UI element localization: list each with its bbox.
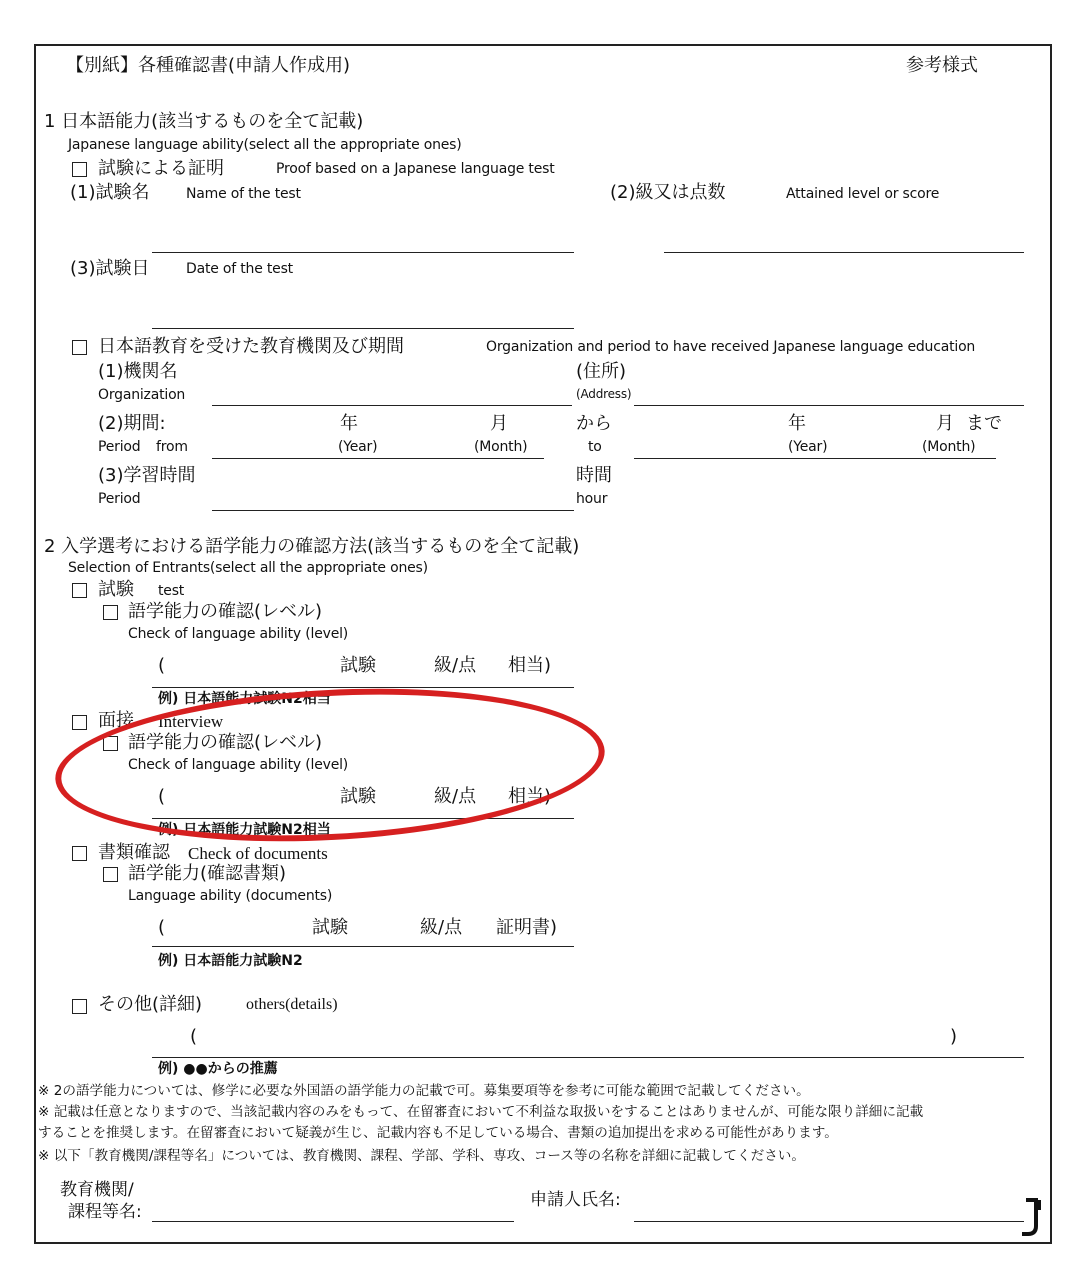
interview-label: 面接: [98, 710, 134, 731]
made-label: まで: [966, 413, 1002, 434]
level-label-en: Attained level or score: [786, 186, 940, 202]
documents-paren-open: (: [158, 917, 166, 938]
section1-heading: 1 日本語能力(該当するものを全て記載): [44, 111, 364, 132]
hour-label-en: hour: [576, 491, 608, 507]
note-1: ※ 2の語学能力については、修学に必要な外国語の語学能力の記載で可。募集要項等を参考に可能な範囲で記載してください。: [38, 1083, 810, 1099]
from-month-label: 月: [490, 413, 508, 434]
documents-kyu: 級/点: [420, 917, 463, 938]
level-label: (2)級又は点数: [610, 182, 726, 203]
example-3: 例) 日本語能力試験N2: [158, 953, 303, 969]
to-month-label: 月: [936, 413, 954, 434]
exam-level-checkbox[interactable]: [103, 605, 118, 620]
address-label-en: (Address): [576, 387, 632, 401]
exam-label-en: test: [158, 583, 185, 599]
to-month-label-en: (Month): [922, 439, 976, 455]
test-name-label-en: Name of the test: [186, 186, 301, 202]
period-label: (2)期間:: [98, 413, 166, 434]
example-4: 例) ●●からの推薦: [158, 1061, 278, 1077]
exam-level-label-en: Check of language ability (level): [128, 626, 349, 642]
example-1: 例) 日本語能力試験N2相当: [158, 691, 331, 707]
interview-soutou: 相当): [508, 786, 552, 807]
interview-label-en: Interview: [158, 712, 224, 731]
education-label-en: Organization and period to have received Japanese language education: [486, 339, 976, 355]
other-paren-open: (: [190, 1026, 198, 1047]
address-label: (住所): [576, 361, 627, 382]
documents-shiken: 試験: [312, 917, 348, 938]
test-name-label: (1)試験名: [70, 182, 150, 203]
from-month-label-en: (Month): [474, 439, 528, 455]
watermark-logo-icon: [1018, 1196, 1042, 1238]
documents-sub-label: 語学能力(確認書類): [128, 863, 287, 884]
documents-field[interactable]: [152, 946, 574, 947]
to-year-label: 年: [788, 413, 806, 434]
section1-heading-en: Japanese language ability(select all the appropriate ones): [68, 137, 462, 153]
interview-shiken: 試験: [340, 786, 376, 807]
study-hours-label-en: Period: [98, 491, 141, 507]
test-date-label: (3)試験日: [70, 258, 150, 279]
section2-heading: 2 入学選考における語学能力の確認方法(該当するものを全て記載): [44, 536, 580, 557]
institution-label-2: 課程等名:: [68, 1202, 142, 1222]
institution-label-1: 教育機関/: [60, 1180, 134, 1200]
test-proof-checkbox[interactable]: [72, 162, 87, 177]
documents-sub-checkbox[interactable]: [103, 867, 118, 882]
note-3: ※ 以下「教育機関/課程等名」については、教育機関、課程、学部、学科、専攻、コース等の名称を詳細に記載してください。: [38, 1148, 805, 1164]
period-from-field[interactable]: [212, 458, 544, 459]
exam-paren-open: (: [158, 655, 166, 676]
from-label: from: [156, 439, 188, 455]
other-field[interactable]: [152, 1057, 1024, 1058]
exam-label: 試験: [98, 579, 134, 600]
level-field[interactable]: [664, 252, 1024, 253]
from-year-label: 年: [340, 413, 358, 434]
exam-checkbox[interactable]: [72, 583, 87, 598]
applicant-name-field[interactable]: [634, 1221, 1024, 1222]
documents-sub-label-en: Language ability (documents): [128, 888, 333, 904]
test-name-field[interactable]: [152, 252, 574, 253]
other-label: その他(詳細): [98, 994, 203, 1015]
institution-field[interactable]: [152, 1221, 514, 1222]
interview-paren-open: (: [158, 786, 166, 807]
other-label-en: others(details): [246, 996, 338, 1013]
period-label-en: Period: [98, 439, 141, 455]
note-2-cont: することを推奨します。在留審査において疑義が生じ、記載内容も不足している場合、書類の追加提出を求める可能性があります。: [38, 1125, 838, 1141]
test-proof-label: 試験による証明: [98, 158, 224, 179]
interview-kyu: 級/点: [434, 786, 477, 807]
org-label: (1)機関名: [98, 361, 178, 382]
org-field[interactable]: [212, 405, 572, 406]
documents-shoumei: 証明書): [496, 917, 558, 938]
note-2: ※ 記載は任意となりますので、当該記載内容のみをもって、在留審査において不利益な取扱いをすることはありませんが、可能な限り詳細に記載: [38, 1104, 924, 1120]
education-checkbox[interactable]: [72, 340, 87, 355]
exam-soutou: 相当): [508, 655, 552, 676]
org-label-en: Organization: [98, 387, 186, 403]
exam-level-label: 語学能力の確認(レベル): [128, 601, 323, 622]
to-year-label-en: (Year): [788, 439, 828, 455]
test-date-field[interactable]: [152, 328, 574, 329]
interview-level-label-en: Check of language ability (level): [128, 757, 349, 773]
interview-level-label: 語学能力の確認(レベル): [128, 732, 323, 753]
documents-checkbox[interactable]: [72, 846, 87, 861]
other-checkbox[interactable]: [72, 999, 87, 1014]
period-to-field[interactable]: [634, 458, 996, 459]
form-title: 【別紙】各種確認書(申請人作成用): [66, 55, 351, 76]
test-proof-label-en: Proof based on a Japanese language test: [276, 161, 555, 177]
exam-shiken: 試験: [340, 655, 376, 676]
from-year-label-en: (Year): [338, 439, 378, 455]
section2-heading-en: Selection of Entrants(select all the appropriate ones): [68, 560, 428, 576]
example-2: 例) 日本語能力試験N2相当: [158, 822, 331, 838]
study-hours-field[interactable]: [212, 510, 574, 511]
study-hours-label: (3)学習時間: [98, 465, 196, 486]
exam-kyu: 級/点: [434, 655, 477, 676]
reference-label: 参考様式: [906, 55, 978, 76]
kara-label: から: [576, 413, 612, 434]
interview-checkbox[interactable]: [72, 715, 87, 730]
other-paren-close: ): [950, 1026, 958, 1047]
documents-label-en: Check of documents: [188, 844, 328, 863]
jikan-label: 時間: [576, 465, 612, 486]
test-date-label-en: Date of the test: [186, 261, 293, 277]
documents-label: 書類確認: [98, 842, 170, 863]
address-field[interactable]: [634, 405, 1024, 406]
to-label: to: [588, 439, 602, 455]
education-label: 日本語教育を受けた教育機関及び期間: [98, 336, 404, 357]
applicant-name-label: 申請人氏名:: [530, 1190, 621, 1210]
